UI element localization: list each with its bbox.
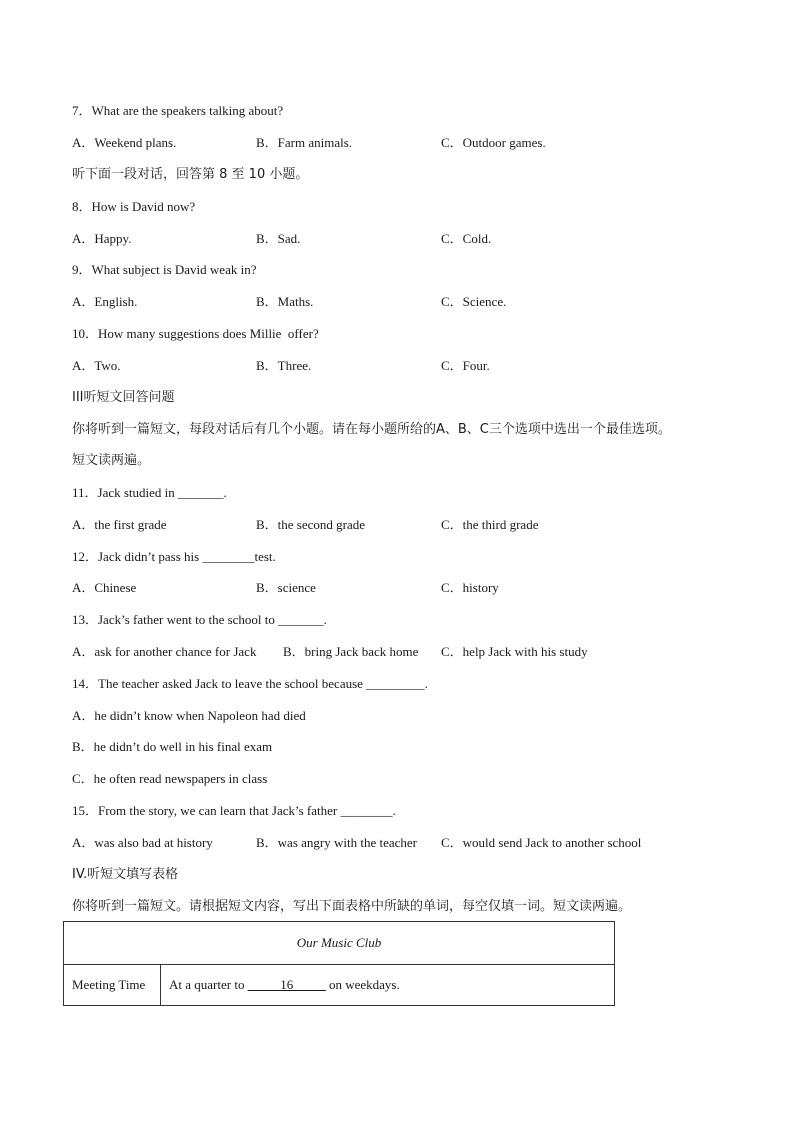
q10-option-b: B．Three. [256,358,312,373]
q14-option-a: A．he didn’t know when Napoleon had died [72,708,306,723]
q9-option-c: C．Science. [441,294,507,309]
q11-option-c: C．the third grade [441,517,539,532]
section-3-title: III听短文回答问题 [72,390,175,405]
section-3-description: 你将听到一篇短文，每段对话后有几个小题。请在每小题所给的A、B、C三个选项中选出一个最佳选项。 [72,422,671,437]
section-3-description-cont: 短文读两遍。 [72,453,151,468]
q10-option-c: C．Four. [441,358,490,373]
q8-option-b: B．Sad. [256,231,301,246]
meeting-time-suffix: on weekdays. [325,977,400,992]
question-8-stem: 8．How is David now? [72,199,196,214]
question-15-stem: 15．From the story, we can learn that Jack’s father ________. [72,803,396,818]
question-7-stem: 7．What are the speakers talking about? [72,103,284,118]
question-13-stem: 13．Jack’s father went to the school to _______. [72,612,327,627]
question-10-stem: 10．How many suggestions does Millie offer? [72,326,319,341]
question-12-stem: 12．Jack didn’t pass his ________test. [72,549,276,564]
q15-option-b: B．was angry with the teacher [256,835,418,850]
q11-option-b: B．the second grade [256,517,366,532]
music-club-table [63,921,615,1006]
meeting-time-value [161,965,615,1006]
q13-option-b: B．bring Jack back home [283,644,419,659]
q11-option-a: A．the first grade [72,517,167,532]
q7-option-b: B．Farm animals. [256,135,353,150]
section-4-description: 你将听到一篇短文。请根据短文内容，写出下面表格中所缺的单词，每空仅填一词。短文读两遍。 [72,899,632,914]
q15-option-a: A．was also bad at history [72,835,213,850]
q7-option-c: C．Outdoor games. [441,135,546,150]
q14-option-c: C．he often read newspapers in class [72,771,268,786]
q9-option-b: B．Maths. [256,294,314,309]
question-14-stem: 14．The teacher asked Jack to leave the school because _________. [72,676,428,691]
q8-option-c: C．Cold. [441,231,492,246]
q13-option-a: A．ask for another chance for Jack [72,644,257,659]
q10-option-a: A．Two. [72,358,121,373]
q8-option-a: A．Happy. [72,231,132,246]
q12-option-a: A．Chinese [72,580,137,595]
q13-option-c: C．help Jack with his study [441,644,588,659]
question-9-stem: 9．What subject is David weak in? [72,262,257,277]
q15-option-c: C．would send Jack to another school [441,835,642,850]
meeting-time-prefix: At a quarter to [169,977,248,992]
q12-option-b: B．science [256,580,316,595]
q14-option-b: B．he didn’t do well in his final exam [72,739,273,754]
q12-option-c: C．history [441,580,499,595]
table-title: Our Music Club [64,922,615,965]
answer-blank-16[interactable]: _____16_____ [247,977,326,992]
meeting-time-label: Meeting Time [64,965,161,1006]
dialog-instruction: 听下面一段对话，回答第 8 至 10 小题。 [72,167,309,182]
section-4-title: IV.听短文填写表格 [72,867,179,882]
q9-option-a: A．English. [72,294,138,309]
q7-option-a: A．Weekend plans. [72,135,177,150]
question-11-stem: 11．Jack studied in _______. [72,485,227,500]
